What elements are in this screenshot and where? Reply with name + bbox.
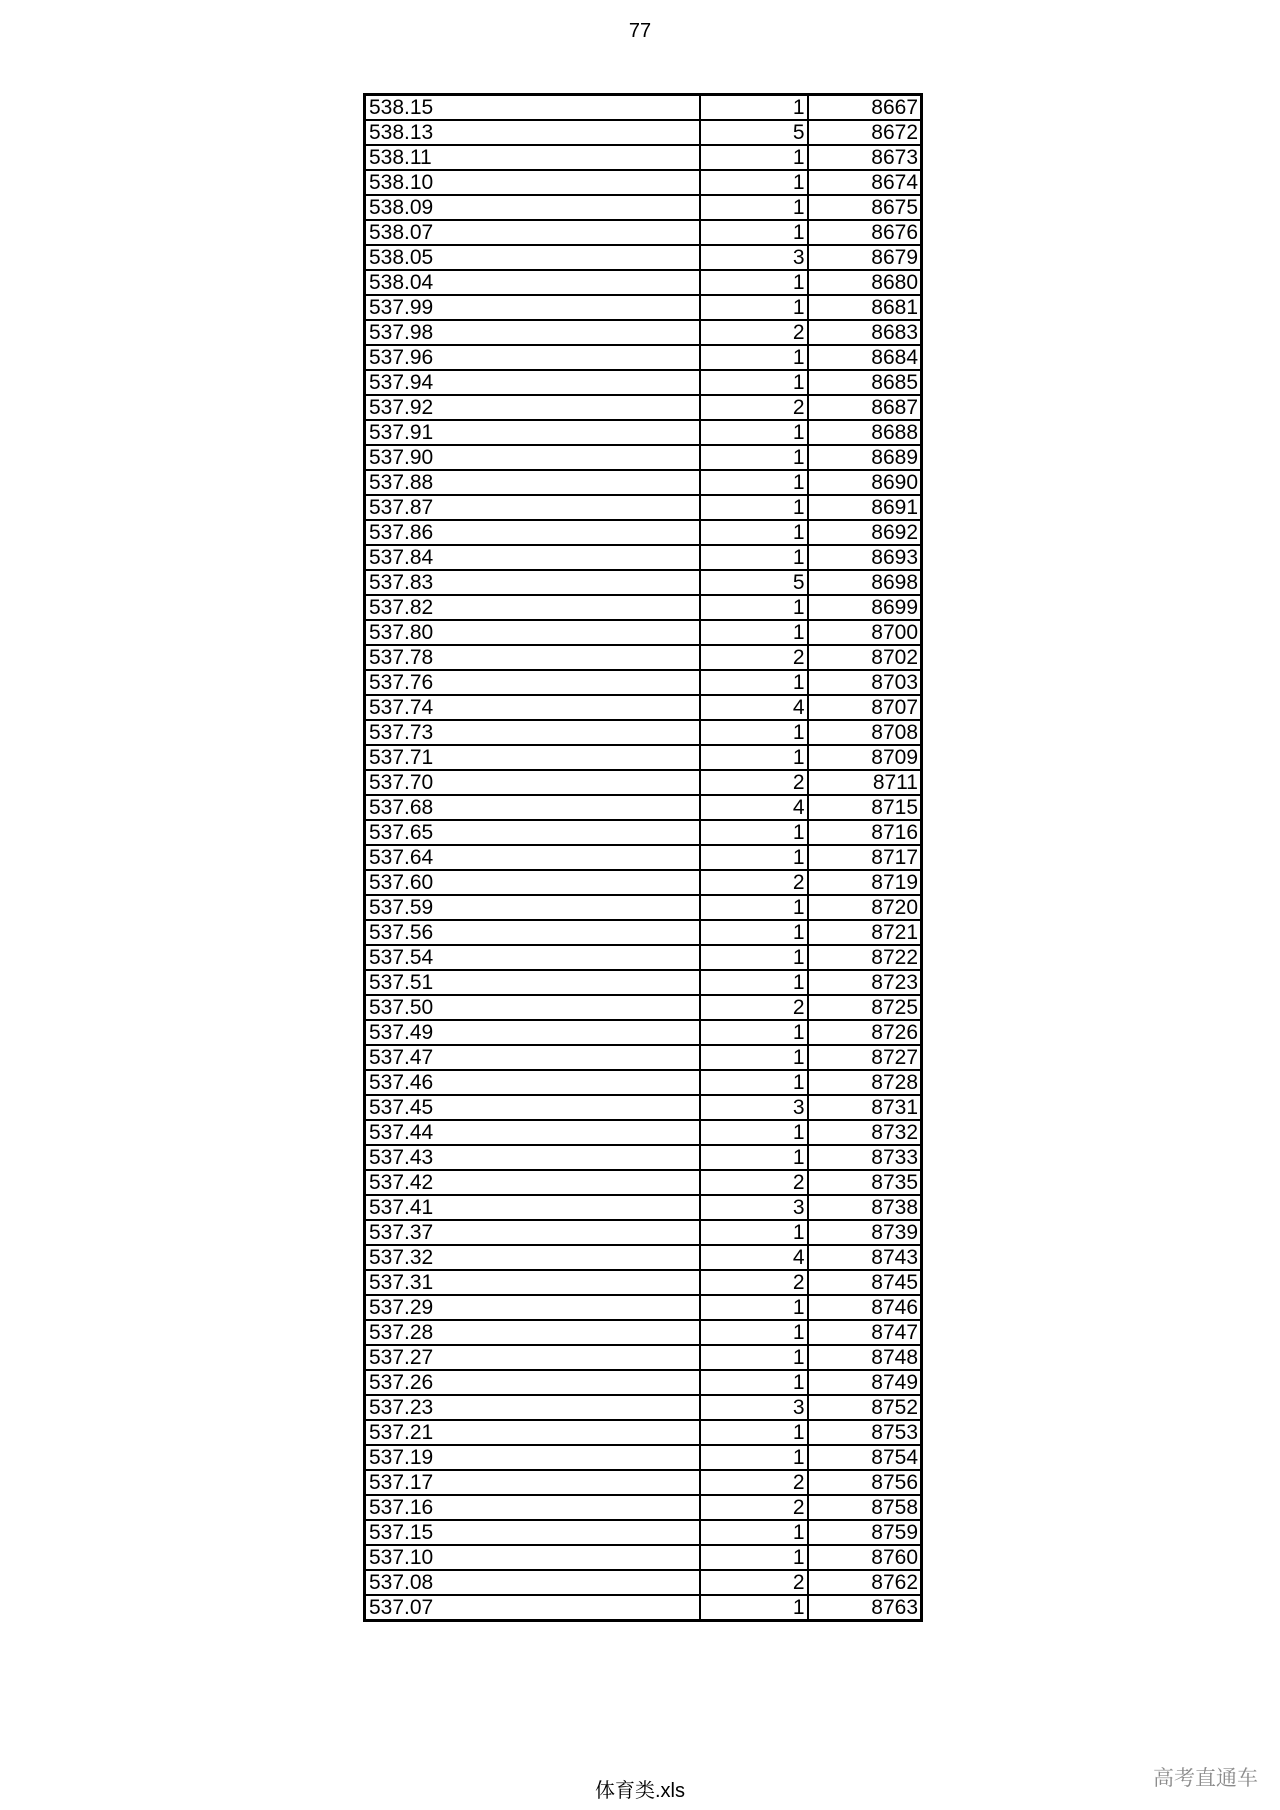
score-cell: 537.88 xyxy=(365,470,700,495)
score-cell: 537.32 xyxy=(365,1245,700,1270)
count-cell: 3 xyxy=(700,245,808,270)
rank-cell: 8747 xyxy=(808,1320,922,1345)
rank-cell: 8715 xyxy=(808,795,922,820)
count-cell: 1 xyxy=(700,520,808,545)
rank-cell: 8708 xyxy=(808,720,922,745)
rank-cell: 8727 xyxy=(808,1045,922,1070)
rank-cell: 8679 xyxy=(808,245,922,270)
count-cell: 1 xyxy=(700,1145,808,1170)
rank-cell: 8676 xyxy=(808,220,922,245)
score-cell: 537.37 xyxy=(365,1220,700,1245)
table-row xyxy=(365,1345,922,1370)
count-cell: 1 xyxy=(700,270,808,295)
table-row xyxy=(365,1245,922,1270)
rank-cell: 8720 xyxy=(808,895,922,920)
count-cell: 1 xyxy=(700,1595,808,1621)
score-cell: 537.42 xyxy=(365,1170,700,1195)
score-cell: 537.68 xyxy=(365,795,700,820)
table-row xyxy=(365,145,922,170)
table-row xyxy=(365,320,922,345)
score-cell: 537.86 xyxy=(365,520,700,545)
count-cell: 1 xyxy=(700,1120,808,1145)
table-row xyxy=(365,1395,922,1420)
score-cell: 537.82 xyxy=(365,595,700,620)
count-cell: 2 xyxy=(700,395,808,420)
count-cell: 1 xyxy=(700,95,808,121)
count-cell: 1 xyxy=(700,670,808,695)
footer-filename: 体育类.xls xyxy=(595,1780,685,1802)
score-cell: 538.13 xyxy=(365,120,700,145)
count-cell: 1 xyxy=(700,295,808,320)
count-cell: 1 xyxy=(700,970,808,995)
rank-cell: 8752 xyxy=(808,1395,922,1420)
table-row xyxy=(365,245,922,270)
score-cell: 537.15 xyxy=(365,1520,700,1545)
count-cell: 1 xyxy=(700,1070,808,1095)
score-cell: 537.07 xyxy=(365,1595,700,1621)
score-cell: 538.15 xyxy=(365,95,700,121)
table-row xyxy=(365,1020,922,1045)
rank-cell: 8735 xyxy=(808,1170,922,1195)
rank-cell: 8721 xyxy=(808,920,922,945)
table-row xyxy=(365,520,922,545)
table-row xyxy=(365,595,922,620)
rank-cell: 8725 xyxy=(808,995,922,1020)
rank-cell: 8746 xyxy=(808,1295,922,1320)
page-number: 77 xyxy=(628,20,652,42)
count-cell: 2 xyxy=(700,320,808,345)
count-cell: 4 xyxy=(700,1245,808,1270)
table-row xyxy=(365,1595,922,1621)
score-cell: 537.59 xyxy=(365,895,700,920)
score-cell: 538.11 xyxy=(365,145,700,170)
rank-cell: 8692 xyxy=(808,520,922,545)
score-cell: 537.73 xyxy=(365,720,700,745)
score-cell: 537.51 xyxy=(365,970,700,995)
count-cell: 2 xyxy=(700,1495,808,1520)
score-cell: 537.44 xyxy=(365,1120,700,1145)
rank-cell: 8703 xyxy=(808,670,922,695)
rank-cell: 8745 xyxy=(808,1270,922,1295)
table-row xyxy=(365,720,922,745)
score-table-body xyxy=(365,95,922,1621)
table-row xyxy=(365,270,922,295)
rank-cell: 8722 xyxy=(808,945,922,970)
count-cell: 1 xyxy=(700,720,808,745)
count-cell: 1 xyxy=(700,1020,808,1045)
count-cell: 1 xyxy=(700,820,808,845)
score-cell: 537.87 xyxy=(365,495,700,520)
count-cell: 1 xyxy=(700,1345,808,1370)
count-cell: 1 xyxy=(700,920,808,945)
table-row xyxy=(365,570,922,595)
table-row xyxy=(365,370,922,395)
count-cell: 1 xyxy=(700,895,808,920)
rank-cell: 8732 xyxy=(808,1120,922,1145)
rank-cell: 8758 xyxy=(808,1495,922,1520)
count-cell: 1 xyxy=(700,620,808,645)
count-cell: 1 xyxy=(700,1320,808,1345)
rank-cell: 8731 xyxy=(808,1095,922,1120)
score-cell: 537.23 xyxy=(365,1395,700,1420)
count-cell: 2 xyxy=(700,1170,808,1195)
table-row xyxy=(365,495,922,520)
count-cell: 2 xyxy=(700,1570,808,1595)
table-row xyxy=(365,745,922,770)
score-cell: 537.21 xyxy=(365,1420,700,1445)
score-table xyxy=(363,93,923,1622)
count-cell: 5 xyxy=(700,570,808,595)
score-cell: 537.70 xyxy=(365,770,700,795)
score-cell: 537.60 xyxy=(365,870,700,895)
score-cell: 537.08 xyxy=(365,1570,700,1595)
rank-cell: 8667 xyxy=(808,95,922,121)
count-cell: 1 xyxy=(700,445,808,470)
score-cell: 537.74 xyxy=(365,695,700,720)
score-cell: 537.84 xyxy=(365,545,700,570)
table-row xyxy=(365,1195,922,1220)
count-cell: 1 xyxy=(700,745,808,770)
rank-cell: 8683 xyxy=(808,320,922,345)
score-cell: 537.83 xyxy=(365,570,700,595)
rank-cell: 8743 xyxy=(808,1245,922,1270)
table-row xyxy=(365,1070,922,1095)
count-cell: 1 xyxy=(700,1220,808,1245)
score-cell: 537.64 xyxy=(365,845,700,870)
rank-cell: 8673 xyxy=(808,145,922,170)
table-row xyxy=(365,645,922,670)
table-row xyxy=(365,1445,922,1470)
count-cell: 1 xyxy=(700,370,808,395)
count-cell: 1 xyxy=(700,420,808,445)
table-row xyxy=(365,695,922,720)
rank-cell: 8691 xyxy=(808,495,922,520)
count-cell: 1 xyxy=(700,1545,808,1570)
score-cell: 537.98 xyxy=(365,320,700,345)
rank-cell: 8733 xyxy=(808,1145,922,1170)
count-cell: 1 xyxy=(700,1045,808,1070)
table-row xyxy=(365,1495,922,1520)
count-cell: 1 xyxy=(700,470,808,495)
table-row xyxy=(365,1095,922,1120)
score-cell: 537.27 xyxy=(365,1345,700,1370)
table-row xyxy=(365,670,922,695)
score-cell: 537.43 xyxy=(365,1145,700,1170)
score-cell: 537.26 xyxy=(365,1370,700,1395)
rank-cell: 8681 xyxy=(808,295,922,320)
rank-cell: 8690 xyxy=(808,470,922,495)
rank-cell: 8763 xyxy=(808,1595,922,1621)
rank-cell: 8672 xyxy=(808,120,922,145)
table-row xyxy=(365,845,922,870)
rank-cell: 8702 xyxy=(808,645,922,670)
watermark: 高考直通车 xyxy=(1153,1767,1258,1790)
table-row xyxy=(365,970,922,995)
score-cell: 537.76 xyxy=(365,670,700,695)
score-cell: 538.04 xyxy=(365,270,700,295)
count-cell: 1 xyxy=(700,845,808,870)
score-cell: 538.09 xyxy=(365,195,700,220)
rank-cell: 8693 xyxy=(808,545,922,570)
table-row xyxy=(365,345,922,370)
score-cell: 537.92 xyxy=(365,395,700,420)
score-cell: 537.99 xyxy=(365,295,700,320)
score-cell: 537.50 xyxy=(365,995,700,1020)
count-cell: 1 xyxy=(700,1520,808,1545)
rank-cell: 8700 xyxy=(808,620,922,645)
table-row xyxy=(365,1170,922,1195)
table-row xyxy=(365,895,922,920)
score-cell: 538.05 xyxy=(365,245,700,270)
rank-cell: 8723 xyxy=(808,970,922,995)
score-cell: 537.94 xyxy=(365,370,700,395)
table-row xyxy=(365,170,922,195)
rank-cell: 8748 xyxy=(808,1345,922,1370)
score-cell: 537.91 xyxy=(365,420,700,445)
score-cell: 537.49 xyxy=(365,1020,700,1045)
score-cell: 537.96 xyxy=(365,345,700,370)
count-cell: 1 xyxy=(700,145,808,170)
score-cell: 537.17 xyxy=(365,1470,700,1495)
rank-cell: 8707 xyxy=(808,695,922,720)
count-cell: 1 xyxy=(700,345,808,370)
table-row xyxy=(365,470,922,495)
rank-cell: 8716 xyxy=(808,820,922,845)
rank-cell: 8709 xyxy=(808,745,922,770)
count-cell: 2 xyxy=(700,1270,808,1295)
table-row xyxy=(365,545,922,570)
count-cell: 3 xyxy=(700,1195,808,1220)
table-row xyxy=(365,1270,922,1295)
rank-cell: 8711 xyxy=(808,770,922,795)
table-row xyxy=(365,1370,922,1395)
table-row xyxy=(365,1145,922,1170)
score-cell: 537.46 xyxy=(365,1070,700,1095)
rank-cell: 8762 xyxy=(808,1570,922,1595)
count-cell: 1 xyxy=(700,1445,808,1470)
table-row xyxy=(365,1120,922,1145)
table-row xyxy=(365,920,922,945)
rank-cell: 8738 xyxy=(808,1195,922,1220)
score-cell: 537.41 xyxy=(365,1195,700,1220)
count-cell: 1 xyxy=(700,495,808,520)
table-row xyxy=(365,820,922,845)
rank-cell: 8719 xyxy=(808,870,922,895)
rank-cell: 8698 xyxy=(808,570,922,595)
count-cell: 1 xyxy=(700,220,808,245)
score-cell: 537.56 xyxy=(365,920,700,945)
count-cell: 4 xyxy=(700,695,808,720)
score-cell: 537.16 xyxy=(365,1495,700,1520)
rank-cell: 8728 xyxy=(808,1070,922,1095)
score-cell: 537.19 xyxy=(365,1445,700,1470)
score-cell: 537.54 xyxy=(365,945,700,970)
rank-cell: 8726 xyxy=(808,1020,922,1045)
score-cell: 537.71 xyxy=(365,745,700,770)
rank-cell: 8717 xyxy=(808,845,922,870)
table-row xyxy=(365,770,922,795)
score-cell: 537.31 xyxy=(365,1270,700,1295)
rank-cell: 8753 xyxy=(808,1420,922,1445)
rank-cell: 8689 xyxy=(808,445,922,470)
rank-cell: 8754 xyxy=(808,1445,922,1470)
table-row xyxy=(365,1470,922,1495)
table-row xyxy=(365,620,922,645)
rank-cell: 8684 xyxy=(808,345,922,370)
count-cell: 1 xyxy=(700,170,808,195)
table-row xyxy=(365,120,922,145)
score-cell: 537.78 xyxy=(365,645,700,670)
table-row xyxy=(365,1420,922,1445)
count-cell: 2 xyxy=(700,870,808,895)
rank-cell: 8749 xyxy=(808,1370,922,1395)
table-row xyxy=(365,995,922,1020)
count-cell: 5 xyxy=(700,120,808,145)
rank-cell: 8760 xyxy=(808,1545,922,1570)
count-cell: 2 xyxy=(700,1470,808,1495)
score-cell: 537.10 xyxy=(365,1545,700,1570)
count-cell: 1 xyxy=(700,1420,808,1445)
count-cell: 2 xyxy=(700,995,808,1020)
count-cell: 1 xyxy=(700,595,808,620)
count-cell: 1 xyxy=(700,945,808,970)
score-cell: 537.45 xyxy=(365,1095,700,1120)
count-cell: 4 xyxy=(700,795,808,820)
table-row xyxy=(365,1570,922,1595)
table-row xyxy=(365,95,922,121)
rank-cell: 8688 xyxy=(808,420,922,445)
count-cell: 3 xyxy=(700,1395,808,1420)
table-row xyxy=(365,795,922,820)
rank-cell: 8756 xyxy=(808,1470,922,1495)
count-cell: 2 xyxy=(700,645,808,670)
rank-cell: 8675 xyxy=(808,195,922,220)
score-cell: 537.90 xyxy=(365,445,700,470)
score-cell: 537.47 xyxy=(365,1045,700,1070)
count-cell: 1 xyxy=(700,545,808,570)
table-row xyxy=(365,945,922,970)
count-cell: 1 xyxy=(700,1370,808,1395)
rank-cell: 8687 xyxy=(808,395,922,420)
table-row xyxy=(365,1295,922,1320)
score-cell: 537.28 xyxy=(365,1320,700,1345)
table-row xyxy=(365,1220,922,1245)
count-cell: 2 xyxy=(700,770,808,795)
rank-cell: 8699 xyxy=(808,595,922,620)
table-row xyxy=(365,870,922,895)
rank-cell: 8685 xyxy=(808,370,922,395)
table-row xyxy=(365,395,922,420)
count-cell: 1 xyxy=(700,1295,808,1320)
table-row xyxy=(365,195,922,220)
rank-cell: 8739 xyxy=(808,1220,922,1245)
count-cell: 1 xyxy=(700,195,808,220)
table-row xyxy=(365,420,922,445)
rank-cell: 8674 xyxy=(808,170,922,195)
table-row xyxy=(365,1045,922,1070)
table-row xyxy=(365,220,922,245)
table-row xyxy=(365,295,922,320)
rank-cell: 8759 xyxy=(808,1520,922,1545)
score-cell: 538.10 xyxy=(365,170,700,195)
table-row xyxy=(365,1320,922,1345)
score-cell: 537.29 xyxy=(365,1295,700,1320)
table-row xyxy=(365,1545,922,1570)
score-cell: 537.65 xyxy=(365,820,700,845)
score-cell: 537.80 xyxy=(365,620,700,645)
count-cell: 3 xyxy=(700,1095,808,1120)
rank-cell: 8680 xyxy=(808,270,922,295)
score-cell: 538.07 xyxy=(365,220,700,245)
table-row xyxy=(365,445,922,470)
table-row xyxy=(365,1520,922,1545)
